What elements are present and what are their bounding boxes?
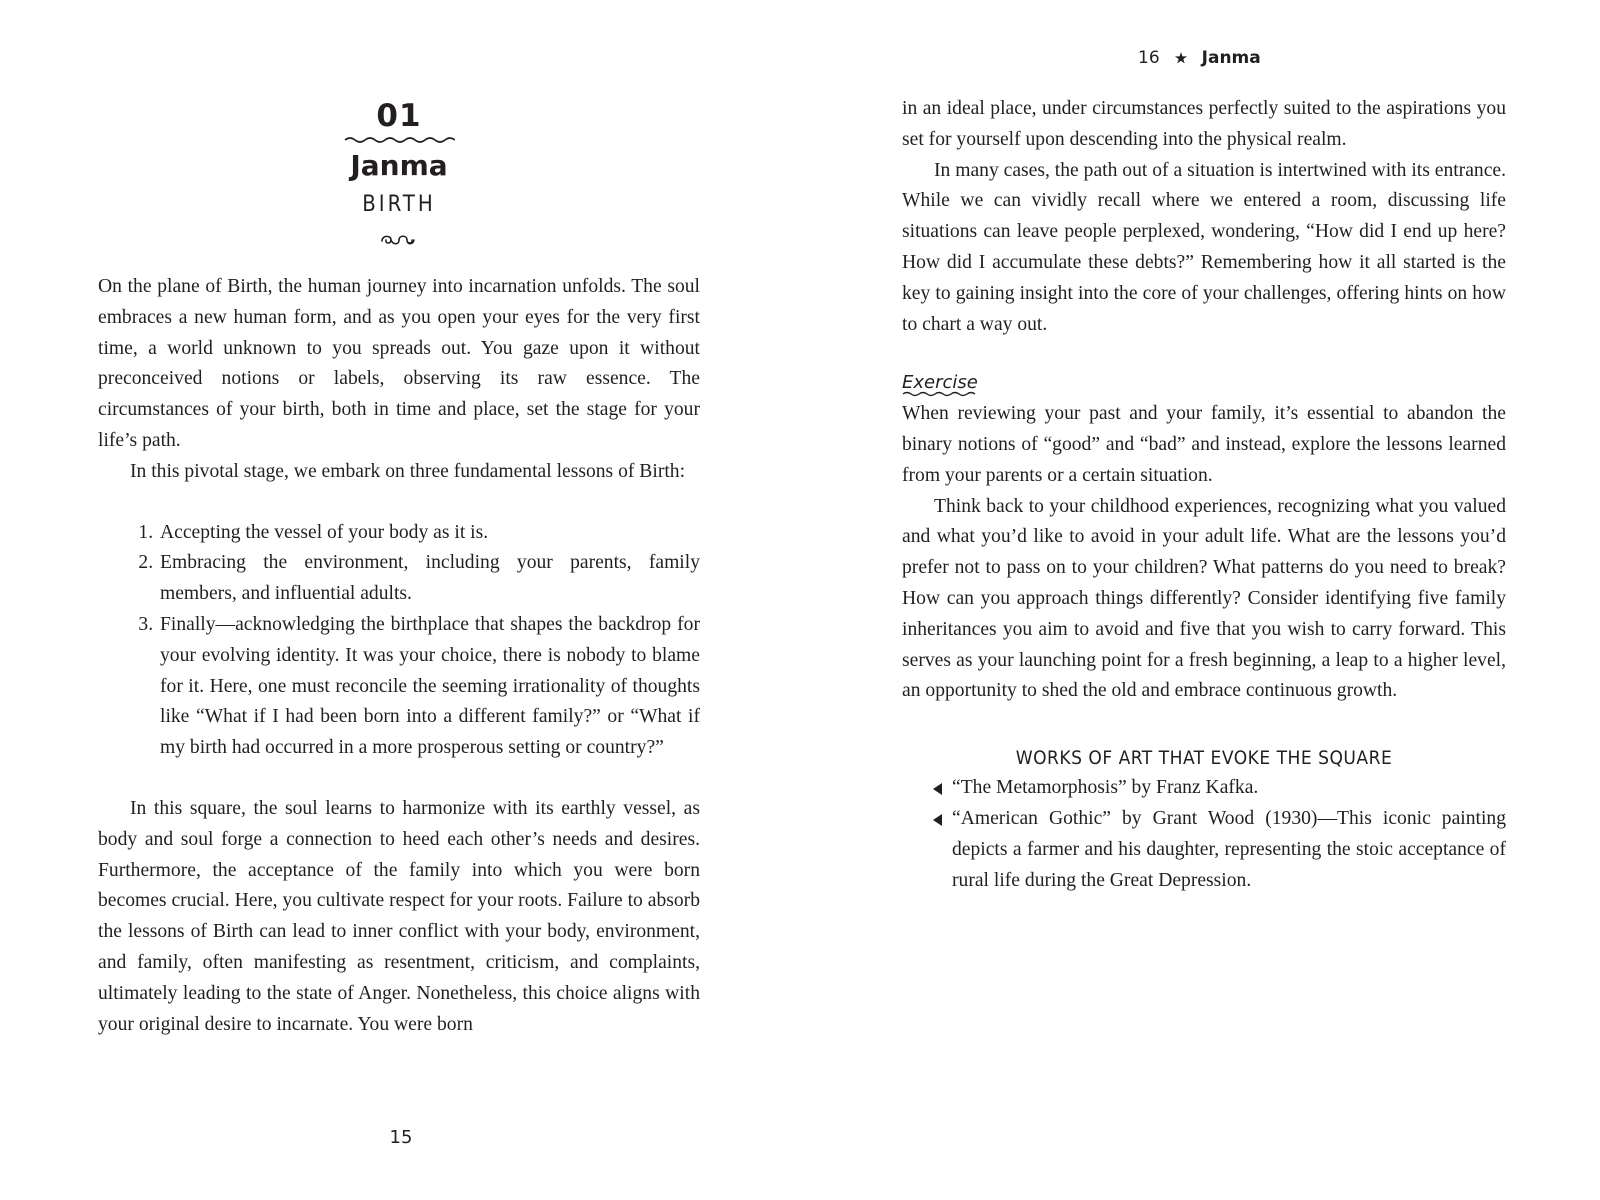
running-head-title: Janma — [1201, 48, 1261, 68]
works-list — [902, 773, 1506, 896]
exercise-heading — [902, 370, 980, 398]
chapter-subtitle: BIRTH — [362, 192, 436, 217]
wave-divider-icon — [343, 136, 455, 144]
lessons-list — [98, 518, 700, 764]
paragraph: In many cases, the path out of a situation is intertwined with its entrance. While we can vividly recall where we entered a room, discussing life situations can leave people perplexed, wondering, “How did I end up here? How did I accumulate these debts?” Remembering how it all started is the key to gaining insight into the core of your challenges, offering hints on how to chart a way out. — [902, 159, 1506, 335]
list-item-text: “American Gothic” by Grant Wood (1930)—This iconic painting depicts a farmer and his daughter, representing the stoic acceptance of rural life during the Great Depression. — [952, 807, 1506, 891]
paragraph: Think back to your childhood experiences, recognizing what you valued and what you’d like to avoid in your adult life. What are the lessons you’d prefer not to pass on to your children? What patterns do you need to break? How can you approach things differently? Consider identifying five family inheritances you aim to avoid and five that you wish to carry forward. This serves as your launching point for a fresh beginning, a leap to a higher level, an opportunity to shed the old and embrace continuous growth. — [902, 495, 1506, 702]
triangle-bullet-icon — [930, 782, 944, 796]
paragraph: In this pivotal stage, we embark on three fundamental lessons of Birth: — [130, 460, 686, 482]
running-head — [1138, 48, 1261, 68]
list-item-text: “The Metamorphosis” by Franz Kafka. — [952, 777, 1259, 799]
exercise-heading-label: Exercise — [902, 372, 978, 394]
paragraph: When reviewing your past and your family, it’s essential to abandon the binary notions of “good” and “bad” and instead, explore the lessons learned from your parents or a certain situation. — [902, 403, 1506, 486]
triangle-bullet-icon — [930, 813, 944, 827]
list-item: 1. Accepting the vessel of your body as it is. — [158, 518, 700, 549]
paragraph: On the plane of Birth, the human journey into incarnation unfolds. The soul embraces a new human form, and as you open your eyes for the very first time, a world unknown to you spreads out. You gaze upon it without preconceived notions or labels, observing its raw essence. The circumstances of your birth, both in time and place, set the stage for your life’s path. — [98, 276, 700, 451]
list-item — [952, 804, 1506, 896]
paragraph: in an ideal place, under circumstances perfectly suited to the aspirations you set for yourself upon descending into the physical realm. — [902, 98, 1506, 150]
list-item: 3. Finally—acknowledging the birthplace that shapes the backdrop for your evolving identity. It was your choice, there is nobody to blame for it. Here, one must reconcile the seeming irrationality of thoughts like “What if I had been born into a different family?” or “What if my birth had occurred in a more prosperous setting or country?” — [158, 610, 700, 764]
left-body-text — [98, 272, 700, 1040]
swirl-ornament-icon — [379, 232, 419, 248]
chapter-name: Janma — [350, 149, 448, 182]
paragraph: In this square, the soul learns to harmonize with its earthly vessel, as body and soul forge a connection to heed each other’s needs and desires. Furthermore, the acceptance of the family into which you were born becomes crucial. Here, you cultivate respect for your roots. Failure to absorb the lessons of Birth can lead to inner conflict with your body, environment, and family, often manifesting as resentment, criticism, and complaints, ultimately leading to the state of Anger. Nonetheless, this choice aligns with your original desire to incarnate. You were born — [98, 797, 700, 1035]
chapter-heading — [340, 96, 458, 248]
right-body-text — [902, 94, 1506, 896]
list-item — [952, 773, 1506, 804]
list-item: 2. Embracing the environment, including your parents, family members, and influential adults. — [158, 548, 700, 610]
chapter-number: 01 — [376, 98, 422, 134]
running-head-page-number: 16 — [1138, 48, 1160, 68]
star-icon — [1174, 51, 1188, 65]
page-number: 15 — [389, 1127, 413, 1148]
works-of-art-title: WORKS OF ART THAT EVOKE THE SQUARE — [1015, 747, 1393, 770]
